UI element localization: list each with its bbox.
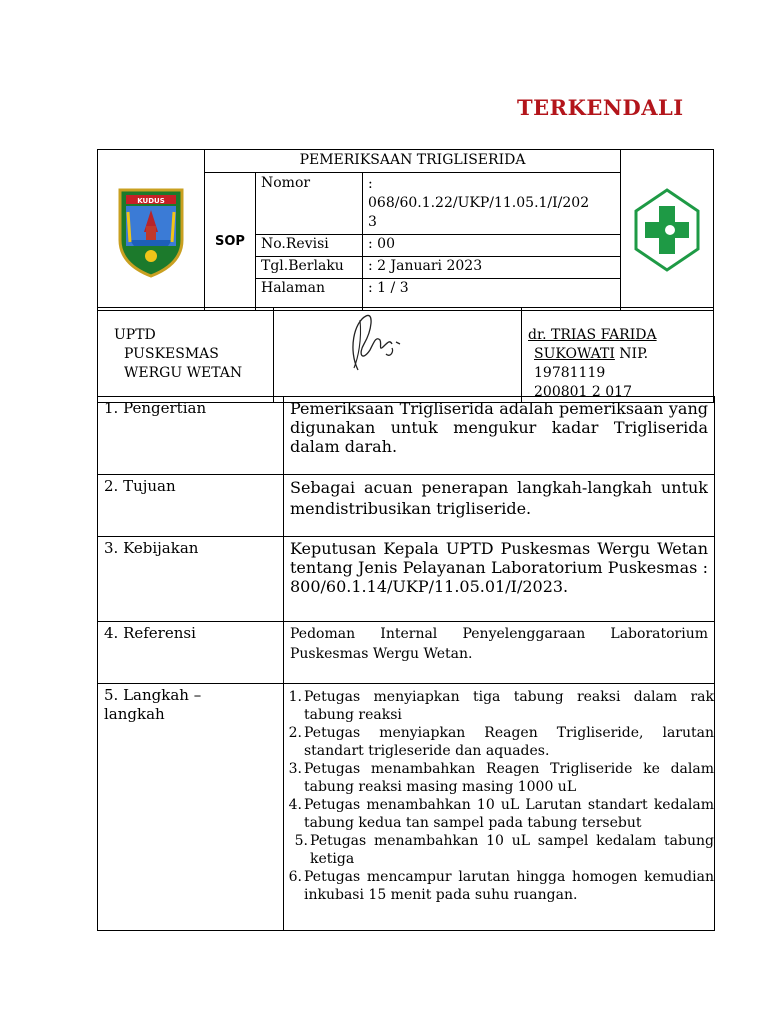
langkah-label-2: langkah [104,705,165,723]
sop-content-table [97,396,715,931]
section-text-tujuan: Sebagai acuan penerapan langkah-langkah untuk mendistribusikan trigliseride. [284,475,715,537]
sop-header-table [97,149,714,311]
halaman-value: : 1 / 3 [363,279,621,311]
health-logo-cell [621,150,714,311]
step-num: 2. [288,725,302,741]
step-text: Petugas menambahkan 10 uL sampel kedalam tabung ketiga [310,833,714,867]
step-num: 3. [288,761,302,777]
section-text-kebijakan-no: 800/60.1.14/UKP/11.05.01/I/2023. [290,577,569,596]
signature-icon [340,310,420,376]
regency-logo-cell [98,150,205,311]
step-num: 1. [288,689,302,705]
step-text: Petugas mencampur larutan hingga homogen kemudian inkubasi 15 menit pada suhu ruangan. [304,869,714,903]
officer-nip-2: 200801 2 017 [534,384,632,400]
signature-table [97,307,714,403]
step-text: Petugas menambahkan 10 uL Larutan standart kedalam tabung kedua tan sampel pada tabung tersebut [304,797,714,831]
step-num: 6. [288,869,302,885]
list-item [284,832,714,868]
list-item [284,688,714,724]
section-label-langkah [98,684,284,931]
berlaku-value: : 2 Januari 2023 [363,257,621,279]
list-item [284,760,714,796]
revisi-label: No.Revisi [256,235,363,257]
list-item [284,724,714,760]
nomor-label: Nomor [256,173,363,235]
steps-cell [284,684,715,931]
section-label-kebijakan: 3. Kebijakan [98,537,284,622]
section-cell-kebijakan [284,537,715,622]
sop-title: PEMERIKSAAN TRIGLISERIDA [205,150,621,173]
kudus-crest-icon [116,182,186,278]
steps-list [284,688,714,904]
step-text: Petugas menyiapkan tiga tabung reaksi dalam rak tabung reaksi [304,689,714,723]
step-text: Petugas menambahkan Reagen Trigliseride ke dalam tabung reaksi masing masing 1000 uL [304,761,714,795]
section-label-tujuan: 2. Tujuan [98,475,284,537]
section-text-referensi: Pedoman Internal Penyelenggaraan Laboratorium Puskesmas Wergu Wetan. [284,622,715,684]
step-num: 5. [294,833,308,849]
puskesmas-logo-icon [632,186,702,274]
officer-name-2: SUKOWATI [534,346,615,362]
section-text-pengertian: Pemeriksaan Trigliserida adalah pemeriksaan yang digunakan untuk mengukur kadar Trigliserida dalam darah. [284,397,715,475]
status-stamp: TERKENDALI [517,95,684,120]
sop-label: SOP [205,173,256,311]
section-text-kebijakan: Keputusan Kepala UPTD Puskesmas Wergu Wetan tentang Jenis Pelayanan Laboratorium Puskesmas : [290,539,708,577]
revisi-value: : 00 [363,235,621,257]
organization-cell [98,308,274,403]
org-line-1: UPTD [114,327,156,343]
org-line-3: WERGU WETAN [124,365,243,381]
step-text: Petugas menyiapkan Reagen Trigliseride, larutan standart trigleseride dan aquades. [304,725,714,759]
halaman-label: Halaman [256,279,363,311]
officer-nip: NIP. 19781119 [534,346,649,381]
signature-cell [274,308,522,403]
list-item [284,868,714,904]
section-label-referensi: 4. Referensi [98,622,284,684]
officer-name-1: dr. TRIAS FARIDA [528,327,657,343]
list-item [284,796,714,832]
berlaku-label: Tgl.Berlaku [256,257,363,279]
crest-label: KUDUS [137,197,165,205]
section-label-pengertian: 1. Pengertian [98,397,284,475]
langkah-label-1: 5. Langkah – [104,686,202,704]
step-num: 4. [288,797,302,813]
head-officer-cell [522,308,714,403]
org-line-2: PUSKESMAS [124,346,219,362]
nomor-value: : 068/60.1.22/UKP/11.05.1/I/202 3 [363,173,621,235]
